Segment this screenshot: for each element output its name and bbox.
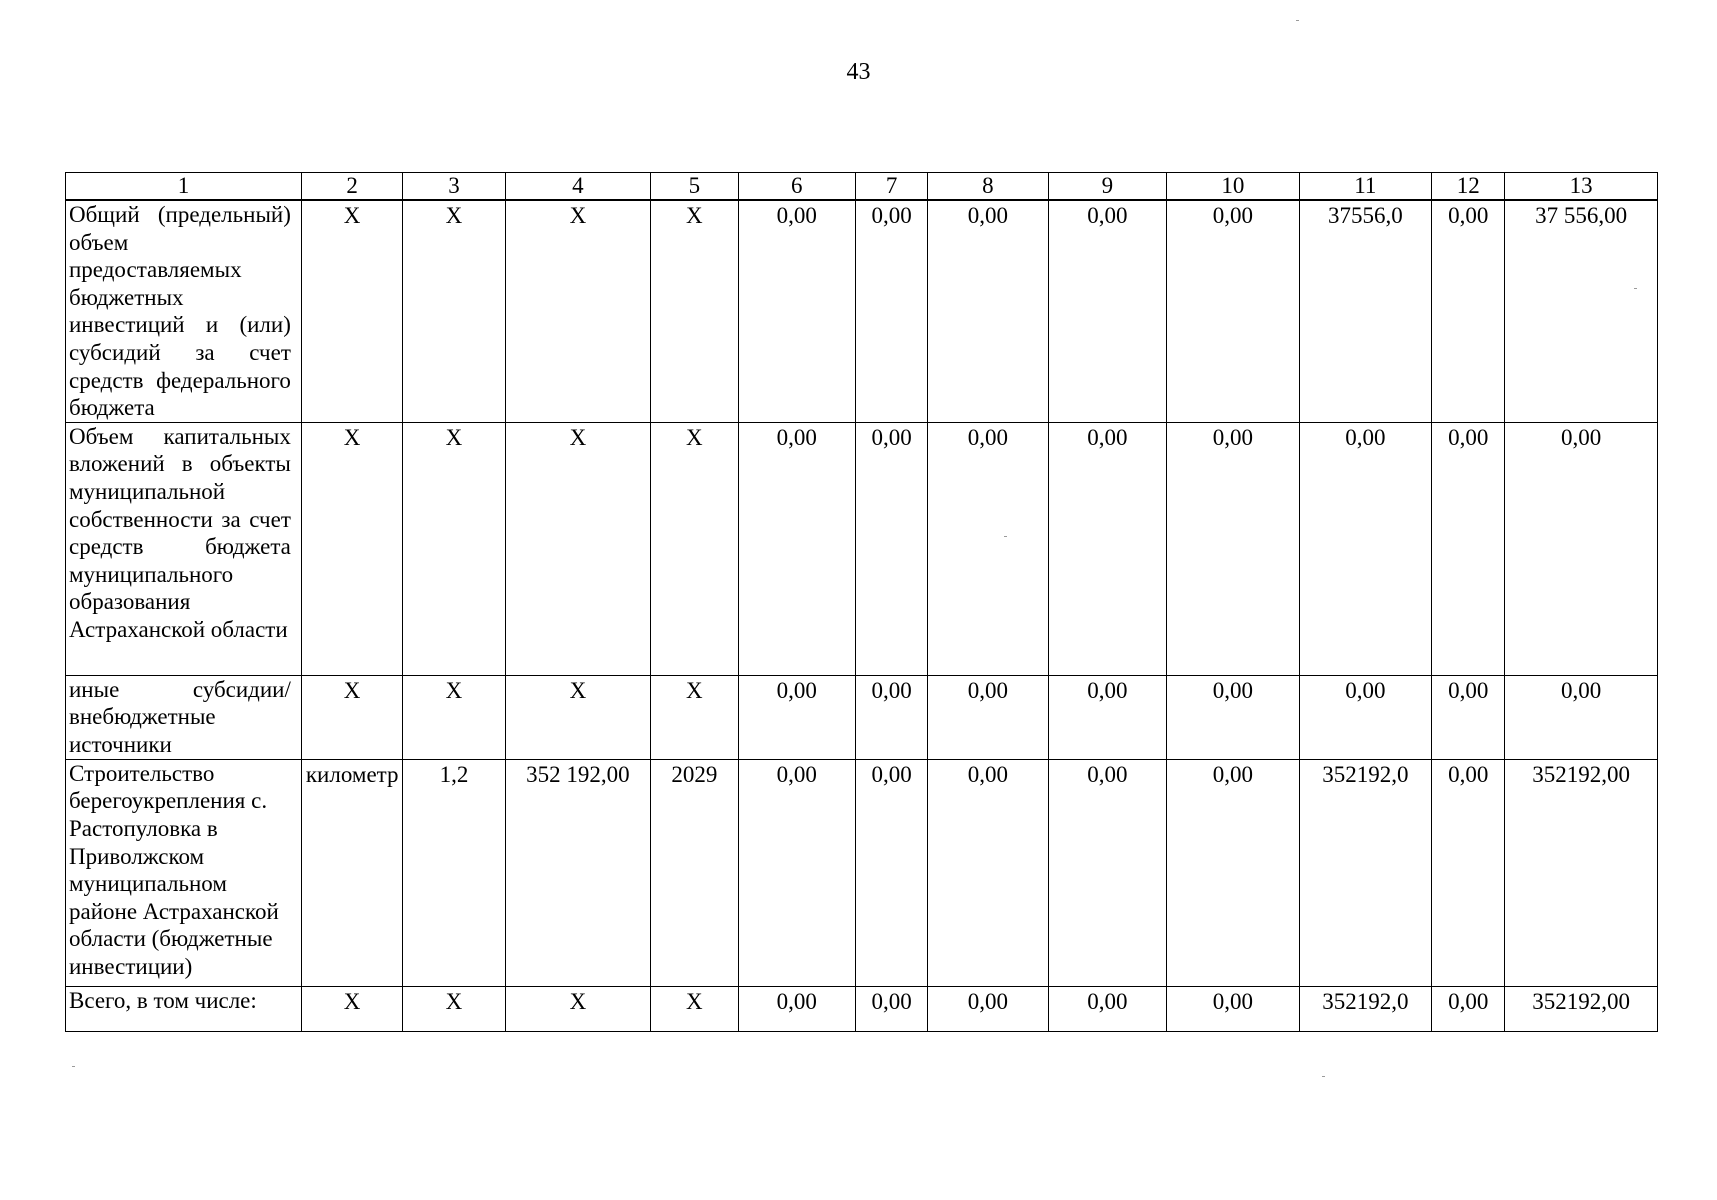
table-cell: 0,00 (1432, 986, 1505, 1031)
table-cell: 0,00 (928, 759, 1048, 986)
table-cell: 0,00 (1432, 200, 1505, 422)
table-row (66, 675, 1658, 759)
column-number: 8 (928, 173, 1048, 201)
row-name: иные субсидии/ внебюджетные источники (66, 675, 302, 759)
table-cell: Х (301, 200, 402, 422)
row-name: Объем капитальных вложений в объекты муниципальной собственности за счет средств бюджета муниципального образования Астраханской области (66, 422, 302, 675)
table-cell: 0,00 (1167, 759, 1299, 986)
table-cell: 0,00 (855, 675, 927, 759)
table-cell: 0,00 (855, 200, 927, 422)
row-name: Всего, в том числе: (66, 986, 302, 1031)
column-number: 4 (505, 173, 651, 201)
table-cell: 0,00 (1048, 759, 1166, 986)
table-cell: 352192,00 (1505, 986, 1658, 1031)
table-cell: 0,00 (738, 200, 855, 422)
table-row (66, 422, 1658, 675)
table-cell: 0,00 (1299, 675, 1431, 759)
column-number: 6 (738, 173, 855, 201)
row-name: Строительство берегоукрепления с. Растопуловка в Приволжском муниципальном районе Астраханской области (бюджетные инвестиции) (66, 759, 302, 986)
table-cell: 0,00 (738, 675, 855, 759)
column-number: 5 (651, 173, 738, 201)
column-number: 7 (855, 173, 927, 201)
page-number: 43 (846, 59, 871, 85)
table-cell: Х (505, 675, 651, 759)
table-cell: 0,00 (1432, 759, 1505, 986)
table-cell: Х (505, 986, 651, 1031)
table-cell: 0,00 (1048, 986, 1166, 1031)
scan-speck (1004, 536, 1007, 537)
table-cell: 0,00 (738, 422, 855, 675)
table-cell: 0,00 (1048, 422, 1166, 675)
table-cell: 0,00 (1048, 675, 1166, 759)
table-cell: 0,00 (855, 986, 927, 1031)
scan-speck (72, 1066, 75, 1067)
table-cell: 0,00 (738, 986, 855, 1031)
table-cell: Х (505, 200, 651, 422)
table-cell: Х (301, 422, 402, 675)
table-row (66, 200, 1658, 422)
table-cell: 1,2 (403, 759, 505, 986)
table-cell: 0,00 (928, 675, 1048, 759)
table-cell: 0,00 (1167, 200, 1299, 422)
table-cell: 352192,0 (1299, 759, 1431, 986)
column-number: 3 (403, 173, 505, 201)
table-cell: километр (301, 759, 402, 986)
table-cell: 0,00 (928, 200, 1048, 422)
column-number: 1 (66, 173, 302, 201)
table-cell: 0,00 (1167, 675, 1299, 759)
table-row (66, 759, 1658, 986)
table-cell: 352192,0 (1299, 986, 1431, 1031)
table-cell: 0,00 (855, 422, 927, 675)
column-number: 12 (1432, 173, 1505, 201)
table-cell: 0,00 (928, 422, 1048, 675)
table-cell: Х (301, 675, 402, 759)
column-number: 2 (301, 173, 402, 201)
scan-speck (1322, 1076, 1325, 1077)
table-cell: 0,00 (1048, 200, 1166, 422)
table-cell: 0,00 (1167, 986, 1299, 1031)
table-cell: Х (651, 200, 738, 422)
table-cell: Х (403, 675, 505, 759)
table-cell: Х (403, 422, 505, 675)
column-number: 10 (1167, 173, 1299, 201)
column-number: 11 (1299, 173, 1431, 201)
table-cell: 0,00 (1505, 675, 1658, 759)
row-name: Общий (предельный) объем предоставляемых бюджетных инвестиций и (или) субсидий за счет средств федерального бюджета (66, 200, 302, 422)
table-cell: 352 192,00 (505, 759, 651, 986)
table-row-total (66, 986, 1658, 1031)
table-cell: Х (505, 422, 651, 675)
column-number-row (66, 173, 1658, 201)
table-cell: 0,00 (928, 986, 1048, 1031)
table-cell: 0,00 (1505, 422, 1658, 675)
table-cell: Х (651, 675, 738, 759)
table-cell: 37 556,00 (1505, 200, 1658, 422)
column-number: 9 (1048, 173, 1166, 201)
scan-speck (1296, 20, 1299, 21)
table-cell: 352192,00 (1505, 759, 1658, 986)
table-cell: 2029 (651, 759, 738, 986)
scan-speck (1634, 288, 1637, 289)
table-cell: Х (301, 986, 402, 1031)
table-cell: Х (651, 986, 738, 1031)
table-cell: Х (651, 422, 738, 675)
table-cell: 0,00 (1432, 422, 1505, 675)
column-number: 13 (1505, 173, 1658, 201)
table-cell: 0,00 (1432, 675, 1505, 759)
table-cell: 37556,0 (1299, 200, 1431, 422)
table-cell: Х (403, 986, 505, 1031)
table-cell: Х (403, 200, 505, 422)
table-cell: 0,00 (855, 759, 927, 986)
table-cell: 0,00 (738, 759, 855, 986)
table-cell: 0,00 (1299, 422, 1431, 675)
table-cell: 0,00 (1167, 422, 1299, 675)
data-table (65, 172, 1658, 1032)
